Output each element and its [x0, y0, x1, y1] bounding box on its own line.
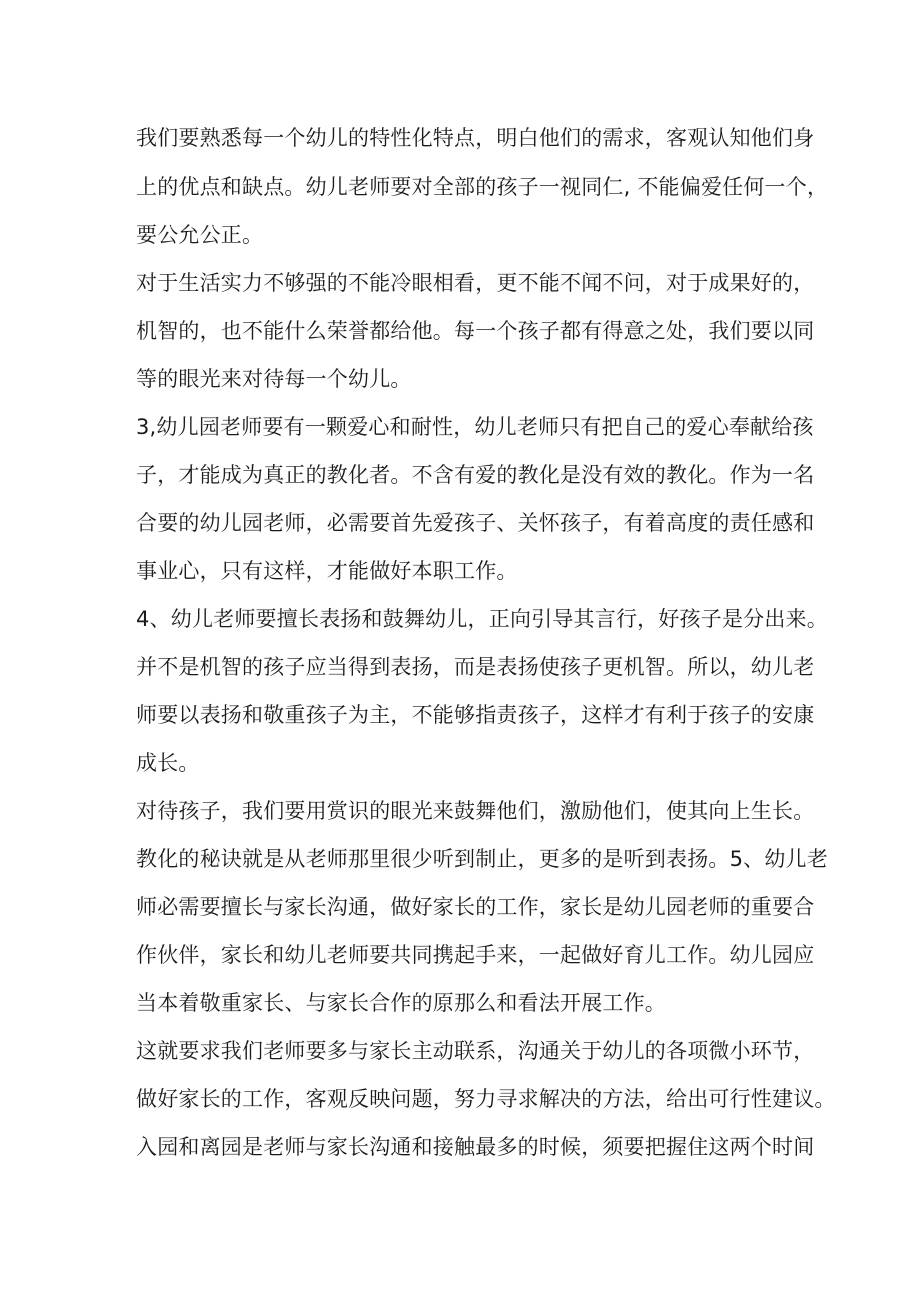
- text-line: 要公允公正。: [136, 223, 264, 247]
- text-line: 事业心，只有这样，才能做好本职工作。: [136, 559, 518, 583]
- text-line: 教化的秘诀就是从老师那里很少听到制止，更多的是听到表扬。5、幼儿老: [136, 847, 828, 871]
- text-line: 入园和离园是老师与家长沟通和接触最多的时候，须要把握住这两个时间: [136, 1135, 815, 1159]
- text-line: 对于生活实力不够强的不能冷眼相看，更不能不闻不问，对于成果好的，: [136, 271, 815, 295]
- text-line: 做好家长的工作，客观反映问题，努力寻求解决的方法，给出可行性建议。: [136, 1087, 836, 1111]
- text-line: 4、幼儿老师要擅长表扬和鼓舞幼儿，正向引导其言行，好孩子是分出来。: [136, 607, 828, 631]
- text-line: 上的优点和缺点。幼儿老师要对全部的孩子一视同仁, 不能偏爱任何一个，: [136, 175, 829, 199]
- text-line: 对待孩子，我们要用赏识的眼光来鼓舞他们，激励他们，使其向上生长。: [136, 799, 815, 823]
- text-line: 3,幼儿园老师要有一颗爱心和耐性，幼儿老师只有把自己的爱心奉献给孩: [136, 415, 814, 439]
- text-line: 当本着敬重家长、与家长合作的原那么和看法开展工作。: [136, 991, 666, 1015]
- text-line: 机智的，也不能什么荣誉都给他。每一个孩子都有得意之处，我们要以同: [136, 319, 815, 343]
- text-line: 师要以表扬和敬重孩子为主，不能够指责孩子，这样才有利于孩子的安康: [136, 703, 815, 727]
- text-line: 合要的幼儿园老师，必需要首先爱孩子、关怀孩子，有着高度的责任感和: [136, 511, 815, 535]
- text-line: 子，才能成为真正的教化者。不含有爱的教化是没有效的教化。作为一名: [136, 463, 815, 487]
- text-line: 成长。: [136, 751, 200, 775]
- text-line: 并不是机智的孩子应当得到表扬，而是表扬使孩子更机智。所以，幼儿老: [136, 655, 815, 679]
- text-line: 这就要求我们老师要多与家长主动联系，沟通关于幼儿的各项微小环节，: [136, 1039, 815, 1063]
- text-line: 作伙伴，家长和幼儿老师要共同携起手来，一起做好育儿工作。幼儿园应: [136, 943, 815, 967]
- text-line: 等的眼光来对待每一个幼儿。: [136, 367, 412, 391]
- text-line: 师必需要擅长与家长沟通，做好家长的工作，家长是幼儿园老师的重要合: [136, 895, 815, 919]
- text-line: 我们要熟悉每一个幼儿的特性化特点，明白他们的需求，客观认知他们身: [136, 126, 815, 150]
